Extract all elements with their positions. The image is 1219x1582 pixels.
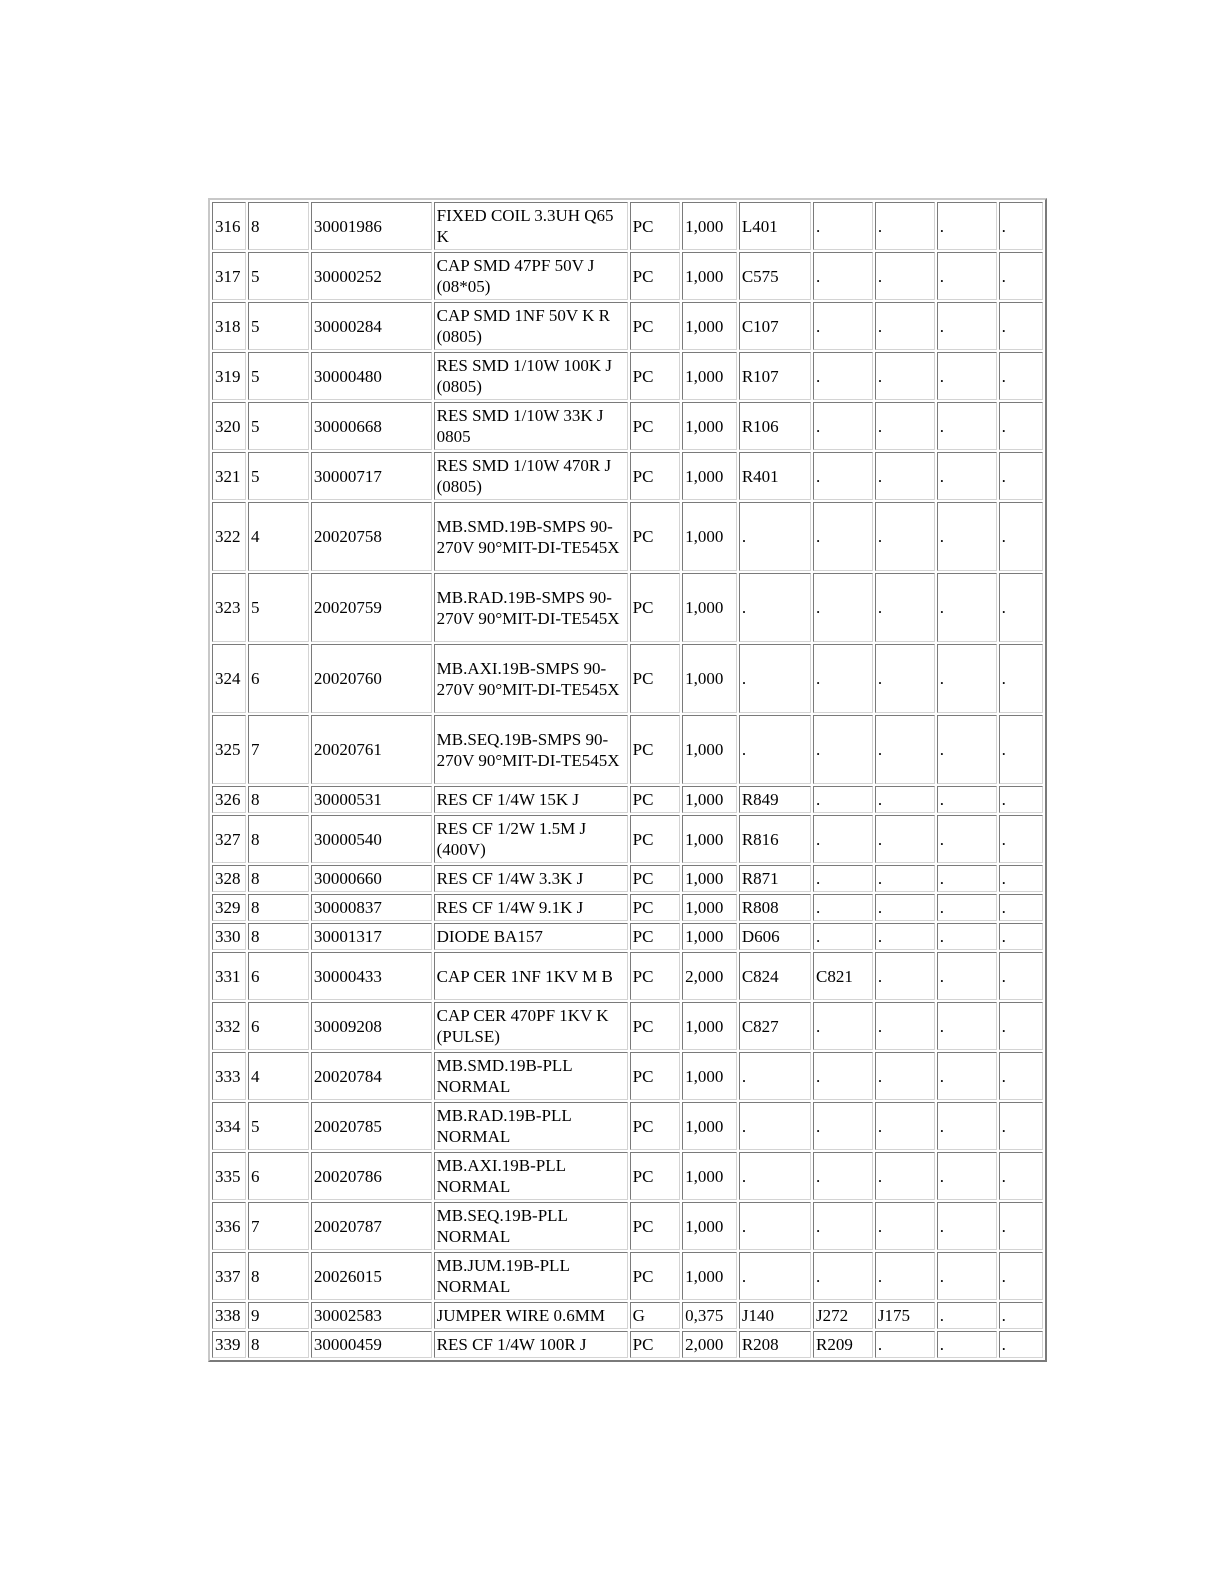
level-cell: 7 xyxy=(248,1202,309,1250)
unit-cell: PC xyxy=(630,715,681,784)
row-number-cell: 316 xyxy=(212,202,246,250)
reference-1-cell: R401 xyxy=(739,452,811,500)
reference-1-cell: . xyxy=(739,1102,811,1150)
table-row xyxy=(212,1202,1043,1250)
table-row xyxy=(212,502,1043,571)
part-number-cell: 20020784 xyxy=(311,1052,432,1100)
reference-4-cell: . xyxy=(937,1202,997,1250)
reference-4-cell: . xyxy=(937,786,997,813)
row-number-cell: 331 xyxy=(212,952,246,1000)
description-cell: RES CF 1/2W 1.5M J (400V) xyxy=(434,815,628,863)
unit-cell: PC xyxy=(630,252,681,300)
quantity-cell: 1,000 xyxy=(682,302,737,350)
description-cell: JUMPER WIRE 0.6MM xyxy=(434,1302,628,1329)
reference-1-cell: . xyxy=(739,644,811,713)
reference-3-cell: . xyxy=(875,1331,935,1358)
quantity-cell: 1,000 xyxy=(682,1252,737,1300)
quantity-cell: 1,000 xyxy=(682,502,737,571)
row-number-cell: 325 xyxy=(212,715,246,784)
row-number-cell: 333 xyxy=(212,1052,246,1100)
reference-4-cell: . xyxy=(937,923,997,950)
level-cell: 8 xyxy=(248,923,309,950)
level-cell: 5 xyxy=(248,452,309,500)
reference-3-cell: . xyxy=(875,402,935,450)
level-cell: 5 xyxy=(248,573,309,642)
table-row xyxy=(212,1152,1043,1200)
unit-cell: PC xyxy=(630,573,681,642)
reference-3-cell: . xyxy=(875,1152,935,1200)
row-number-cell: 334 xyxy=(212,1102,246,1150)
reference-3-cell: . xyxy=(875,1052,935,1100)
row-number-cell: 335 xyxy=(212,1152,246,1200)
quantity-cell: 1,000 xyxy=(682,252,737,300)
part-number-cell: 30002583 xyxy=(311,1302,432,1329)
table-row xyxy=(212,202,1043,250)
reference-4-cell: . xyxy=(937,1102,997,1150)
row-number-cell: 336 xyxy=(212,1202,246,1250)
level-cell: 8 xyxy=(248,202,309,250)
reference-3-cell: . xyxy=(875,1252,935,1300)
table-row xyxy=(212,452,1043,500)
row-number-cell: 327 xyxy=(212,815,246,863)
reference-5-cell: . xyxy=(999,815,1043,863)
reference-1-cell: R107 xyxy=(739,352,811,400)
description-cell: DIODE BA157 xyxy=(434,923,628,950)
part-number-cell: 30000284 xyxy=(311,302,432,350)
reference-2-cell: . xyxy=(813,452,873,500)
table-row xyxy=(212,786,1043,813)
quantity-cell: 1,000 xyxy=(682,894,737,921)
quantity-cell: 1,000 xyxy=(682,352,737,400)
part-number-cell: 30000717 xyxy=(311,452,432,500)
unit-cell: PC xyxy=(630,923,681,950)
unit-cell: PC xyxy=(630,352,681,400)
reference-2-cell: . xyxy=(813,1102,873,1150)
reference-5-cell: . xyxy=(999,502,1043,571)
reference-1-cell: C827 xyxy=(739,1002,811,1050)
level-cell: 4 xyxy=(248,502,309,571)
row-number-cell: 321 xyxy=(212,452,246,500)
part-number-cell: 30000668 xyxy=(311,402,432,450)
reference-4-cell: . xyxy=(937,644,997,713)
quantity-cell: 1,000 xyxy=(682,644,737,713)
row-number-cell: 326 xyxy=(212,786,246,813)
unit-cell: PC xyxy=(630,452,681,500)
reference-2-cell: . xyxy=(813,894,873,921)
reference-3-cell: . xyxy=(875,1002,935,1050)
quantity-cell: 1,000 xyxy=(682,923,737,950)
level-cell: 7 xyxy=(248,715,309,784)
reference-4-cell: . xyxy=(937,402,997,450)
unit-cell: PC xyxy=(630,815,681,863)
reference-1-cell: R849 xyxy=(739,786,811,813)
level-cell: 8 xyxy=(248,865,309,892)
level-cell: 5 xyxy=(248,1102,309,1150)
row-number-cell: 338 xyxy=(212,1302,246,1329)
table-row xyxy=(212,1102,1043,1150)
row-number-cell: 332 xyxy=(212,1002,246,1050)
part-number-cell: 20020758 xyxy=(311,502,432,571)
part-number-cell: 30000837 xyxy=(311,894,432,921)
part-number-cell: 30000433 xyxy=(311,952,432,1000)
unit-cell: PC xyxy=(630,952,681,1000)
reference-4-cell: . xyxy=(937,1002,997,1050)
reference-1-cell: . xyxy=(739,573,811,642)
reference-1-cell: . xyxy=(739,1252,811,1300)
reference-3-cell: J175 xyxy=(875,1302,935,1329)
reference-1-cell: . xyxy=(739,1152,811,1200)
reference-2-cell: . xyxy=(813,644,873,713)
part-number-cell: 20020759 xyxy=(311,573,432,642)
unit-cell: PC xyxy=(630,1202,681,1250)
reference-1-cell: . xyxy=(739,502,811,571)
table-row xyxy=(212,402,1043,450)
level-cell: 6 xyxy=(248,952,309,1000)
reference-3-cell: . xyxy=(875,452,935,500)
level-cell: 8 xyxy=(248,786,309,813)
reference-5-cell: . xyxy=(999,1302,1043,1329)
reference-5-cell: . xyxy=(999,573,1043,642)
quantity-cell: 1,000 xyxy=(682,865,737,892)
part-number-cell: 30000531 xyxy=(311,786,432,813)
reference-3-cell: . xyxy=(875,865,935,892)
reference-5-cell: . xyxy=(999,715,1043,784)
level-cell: 4 xyxy=(248,1052,309,1100)
description-cell: RES CF 1/4W 9.1K J xyxy=(434,894,628,921)
reference-3-cell: . xyxy=(875,894,935,921)
row-number-cell: 329 xyxy=(212,894,246,921)
table-row xyxy=(212,865,1043,892)
description-cell: MB.SEQ.19B-PLL NORMAL xyxy=(434,1202,628,1250)
reference-3-cell: . xyxy=(875,815,935,863)
table-row xyxy=(212,1002,1043,1050)
part-number-cell: 20020787 xyxy=(311,1202,432,1250)
reference-4-cell: . xyxy=(937,1252,997,1300)
reference-1-cell: . xyxy=(739,715,811,784)
reference-5-cell: . xyxy=(999,865,1043,892)
row-number-cell: 328 xyxy=(212,865,246,892)
unit-cell: PC xyxy=(630,202,681,250)
quantity-cell: 1,000 xyxy=(682,573,737,642)
reference-5-cell: . xyxy=(999,644,1043,713)
reference-1-cell: D606 xyxy=(739,923,811,950)
quantity-cell: 1,000 xyxy=(682,202,737,250)
reference-4-cell: . xyxy=(937,865,997,892)
table-row xyxy=(212,302,1043,350)
table-row xyxy=(212,352,1043,400)
reference-5-cell: . xyxy=(999,352,1043,400)
description-cell: FIXED COIL 3.3UH Q65 K xyxy=(434,202,628,250)
reference-3-cell: . xyxy=(875,786,935,813)
quantity-cell: 1,000 xyxy=(682,1202,737,1250)
reference-1-cell: J140 xyxy=(739,1302,811,1329)
level-cell: 5 xyxy=(248,302,309,350)
reference-5-cell: . xyxy=(999,202,1043,250)
description-cell: MB.SMD.19B-PLL NORMAL xyxy=(434,1052,628,1100)
reference-5-cell: . xyxy=(999,402,1043,450)
reference-3-cell: . xyxy=(875,252,935,300)
description-cell: MB.RAD.19B-SMPS 90-270V 90°MIT-DI-TE545X xyxy=(434,573,628,642)
reference-4-cell: . xyxy=(937,202,997,250)
unit-cell: PC xyxy=(630,786,681,813)
reference-5-cell: . xyxy=(999,894,1043,921)
reference-3-cell: . xyxy=(875,644,935,713)
level-cell: 8 xyxy=(248,815,309,863)
unit-cell: PC xyxy=(630,644,681,713)
unit-cell: PC xyxy=(630,1152,681,1200)
row-number-cell: 318 xyxy=(212,302,246,350)
reference-4-cell: . xyxy=(937,252,997,300)
table-row xyxy=(212,644,1043,713)
quantity-cell: 2,000 xyxy=(682,952,737,1000)
level-cell: 8 xyxy=(248,1331,309,1358)
reference-2-cell: . xyxy=(813,302,873,350)
reference-4-cell: . xyxy=(937,573,997,642)
reference-4-cell: . xyxy=(937,894,997,921)
unit-cell: PC xyxy=(630,865,681,892)
reference-3-cell: . xyxy=(875,952,935,1000)
unit-cell: G xyxy=(630,1302,681,1329)
reference-1-cell: . xyxy=(739,1052,811,1100)
unit-cell: PC xyxy=(630,1331,681,1358)
reference-1-cell: R871 xyxy=(739,865,811,892)
part-number-cell: 30000540 xyxy=(311,815,432,863)
reference-5-cell: . xyxy=(999,1002,1043,1050)
unit-cell: PC xyxy=(630,1102,681,1150)
description-cell: RES SMD 1/10W 33K J 0805 xyxy=(434,402,628,450)
reference-4-cell: . xyxy=(937,502,997,571)
quantity-cell: 1,000 xyxy=(682,1102,737,1150)
reference-4-cell: . xyxy=(937,1302,997,1329)
table-row xyxy=(212,252,1043,300)
reference-2-cell: R209 xyxy=(813,1331,873,1358)
table-row xyxy=(212,923,1043,950)
reference-1-cell: C824 xyxy=(739,952,811,1000)
unit-cell: PC xyxy=(630,1002,681,1050)
reference-4-cell: . xyxy=(937,352,997,400)
description-cell: MB.SMD.19B-SMPS 90-270V 90°MIT-DI-TE545X xyxy=(434,502,628,571)
row-number-cell: 337 xyxy=(212,1252,246,1300)
reference-2-cell: . xyxy=(813,715,873,784)
quantity-cell: 1,000 xyxy=(682,1052,737,1100)
description-cell: CAP SMD 47PF 50V J (08*05) xyxy=(434,252,628,300)
reference-4-cell: . xyxy=(937,302,997,350)
table-row xyxy=(212,573,1043,642)
reference-2-cell: . xyxy=(813,352,873,400)
level-cell: 5 xyxy=(248,352,309,400)
unit-cell: PC xyxy=(630,1252,681,1300)
description-cell: MB.AXI.19B-PLL NORMAL xyxy=(434,1152,628,1200)
reference-3-cell: . xyxy=(875,202,935,250)
reference-4-cell: . xyxy=(937,952,997,1000)
row-number-cell: 317 xyxy=(212,252,246,300)
reference-5-cell: . xyxy=(999,1102,1043,1150)
reference-5-cell: . xyxy=(999,1331,1043,1358)
reference-4-cell: . xyxy=(937,815,997,863)
reference-4-cell: . xyxy=(937,1331,997,1358)
level-cell: 6 xyxy=(248,644,309,713)
reference-5-cell: . xyxy=(999,786,1043,813)
part-number-cell: 20026015 xyxy=(311,1252,432,1300)
reference-2-cell: . xyxy=(813,202,873,250)
reference-2-cell: C821 xyxy=(813,952,873,1000)
reference-5-cell: . xyxy=(999,1052,1043,1100)
table-row xyxy=(212,815,1043,863)
reference-2-cell: . xyxy=(813,252,873,300)
table-row xyxy=(212,1052,1043,1100)
unit-cell: PC xyxy=(630,502,681,571)
part-number-cell: 30009208 xyxy=(311,1002,432,1050)
reference-5-cell: . xyxy=(999,952,1043,1000)
reference-5-cell: . xyxy=(999,1252,1043,1300)
reference-2-cell: . xyxy=(813,502,873,571)
reference-2-cell: . xyxy=(813,402,873,450)
reference-1-cell: L401 xyxy=(739,202,811,250)
row-number-cell: 323 xyxy=(212,573,246,642)
quantity-cell: 1,000 xyxy=(682,715,737,784)
reference-4-cell: . xyxy=(937,1152,997,1200)
table-row xyxy=(212,1331,1043,1358)
reference-1-cell: R106 xyxy=(739,402,811,450)
description-cell: RES CF 1/4W 15K J xyxy=(434,786,628,813)
quantity-cell: 1,000 xyxy=(682,1002,737,1050)
quantity-cell: 1,000 xyxy=(682,402,737,450)
level-cell: 5 xyxy=(248,402,309,450)
reference-4-cell: . xyxy=(937,452,997,500)
reference-3-cell: . xyxy=(875,502,935,571)
quantity-cell: 0,375 xyxy=(682,1302,737,1329)
table-row xyxy=(212,952,1043,1000)
reference-4-cell: . xyxy=(937,1052,997,1100)
description-cell: MB.SEQ.19B-SMPS 90-270V 90°MIT-DI-TE545X xyxy=(434,715,628,784)
reference-2-cell: . xyxy=(813,923,873,950)
reference-3-cell: . xyxy=(875,1102,935,1150)
reference-3-cell: . xyxy=(875,302,935,350)
part-number-cell: 20020760 xyxy=(311,644,432,713)
level-cell: 8 xyxy=(248,1252,309,1300)
level-cell: 6 xyxy=(248,1152,309,1200)
reference-2-cell: . xyxy=(813,1202,873,1250)
bom-table xyxy=(208,198,1047,1362)
reference-2-cell: . xyxy=(813,1002,873,1050)
reference-5-cell: . xyxy=(999,302,1043,350)
reference-2-cell: . xyxy=(813,815,873,863)
reference-3-cell: . xyxy=(875,573,935,642)
unit-cell: PC xyxy=(630,894,681,921)
quantity-cell: 1,000 xyxy=(682,1152,737,1200)
quantity-cell: 2,000 xyxy=(682,1331,737,1358)
level-cell: 9 xyxy=(248,1302,309,1329)
quantity-cell: 1,000 xyxy=(682,452,737,500)
reference-1-cell: R208 xyxy=(739,1331,811,1358)
part-number-cell: 20020786 xyxy=(311,1152,432,1200)
table-row xyxy=(212,715,1043,784)
part-number-cell: 30000459 xyxy=(311,1331,432,1358)
reference-2-cell: . xyxy=(813,1252,873,1300)
level-cell: 5 xyxy=(248,252,309,300)
row-number-cell: 320 xyxy=(212,402,246,450)
row-number-cell: 324 xyxy=(212,644,246,713)
description-cell: RES CF 1/4W 100R J xyxy=(434,1331,628,1358)
part-number-cell: 20020761 xyxy=(311,715,432,784)
description-cell: RES CF 1/4W 3.3K J xyxy=(434,865,628,892)
description-cell: CAP SMD 1NF 50V K R (0805) xyxy=(434,302,628,350)
description-cell: RES SMD 1/10W 100K J (0805) xyxy=(434,352,628,400)
reference-1-cell: C107 xyxy=(739,302,811,350)
row-number-cell: 330 xyxy=(212,923,246,950)
part-number-cell: 30000252 xyxy=(311,252,432,300)
row-number-cell: 319 xyxy=(212,352,246,400)
table-row xyxy=(212,894,1043,921)
part-number-cell: 30001986 xyxy=(311,202,432,250)
row-number-cell: 322 xyxy=(212,502,246,571)
reference-5-cell: . xyxy=(999,452,1043,500)
reference-5-cell: . xyxy=(999,1202,1043,1250)
reference-5-cell: . xyxy=(999,1152,1043,1200)
quantity-cell: 1,000 xyxy=(682,786,737,813)
reference-1-cell: . xyxy=(739,1202,811,1250)
reference-3-cell: . xyxy=(875,352,935,400)
reference-2-cell: . xyxy=(813,865,873,892)
reference-2-cell: J272 xyxy=(813,1302,873,1329)
unit-cell: PC xyxy=(630,302,681,350)
reference-2-cell: . xyxy=(813,1052,873,1100)
reference-3-cell: . xyxy=(875,1202,935,1250)
reference-2-cell: . xyxy=(813,1152,873,1200)
level-cell: 8 xyxy=(248,894,309,921)
description-cell: CAP CER 470PF 1KV K (PULSE) xyxy=(434,1002,628,1050)
description-cell: MB.RAD.19B-PLL NORMAL xyxy=(434,1102,628,1150)
quantity-cell: 1,000 xyxy=(682,815,737,863)
reference-3-cell: . xyxy=(875,923,935,950)
description-cell: MB.JUM.19B-PLL NORMAL xyxy=(434,1252,628,1300)
bom-table-body xyxy=(212,202,1043,1358)
description-cell: RES SMD 1/10W 470R J (0805) xyxy=(434,452,628,500)
reference-1-cell: R808 xyxy=(739,894,811,921)
level-cell: 6 xyxy=(248,1002,309,1050)
description-cell: MB.AXI.19B-SMPS 90-270V 90°MIT-DI-TE545X xyxy=(434,644,628,713)
reference-2-cell: . xyxy=(813,786,873,813)
unit-cell: PC xyxy=(630,1052,681,1100)
reference-1-cell: C575 xyxy=(739,252,811,300)
part-number-cell: 30000660 xyxy=(311,865,432,892)
row-number-cell: 339 xyxy=(212,1331,246,1358)
reference-1-cell: R816 xyxy=(739,815,811,863)
reference-2-cell: . xyxy=(813,573,873,642)
reference-4-cell: . xyxy=(937,715,997,784)
table-row xyxy=(212,1252,1043,1300)
reference-5-cell: . xyxy=(999,252,1043,300)
part-number-cell: 30001317 xyxy=(311,923,432,950)
reference-5-cell: . xyxy=(999,923,1043,950)
part-number-cell: 30000480 xyxy=(311,352,432,400)
description-cell: CAP CER 1NF 1KV M B xyxy=(434,952,628,1000)
unit-cell: PC xyxy=(630,402,681,450)
reference-3-cell: . xyxy=(875,715,935,784)
table-row xyxy=(212,1302,1043,1329)
part-number-cell: 20020785 xyxy=(311,1102,432,1150)
